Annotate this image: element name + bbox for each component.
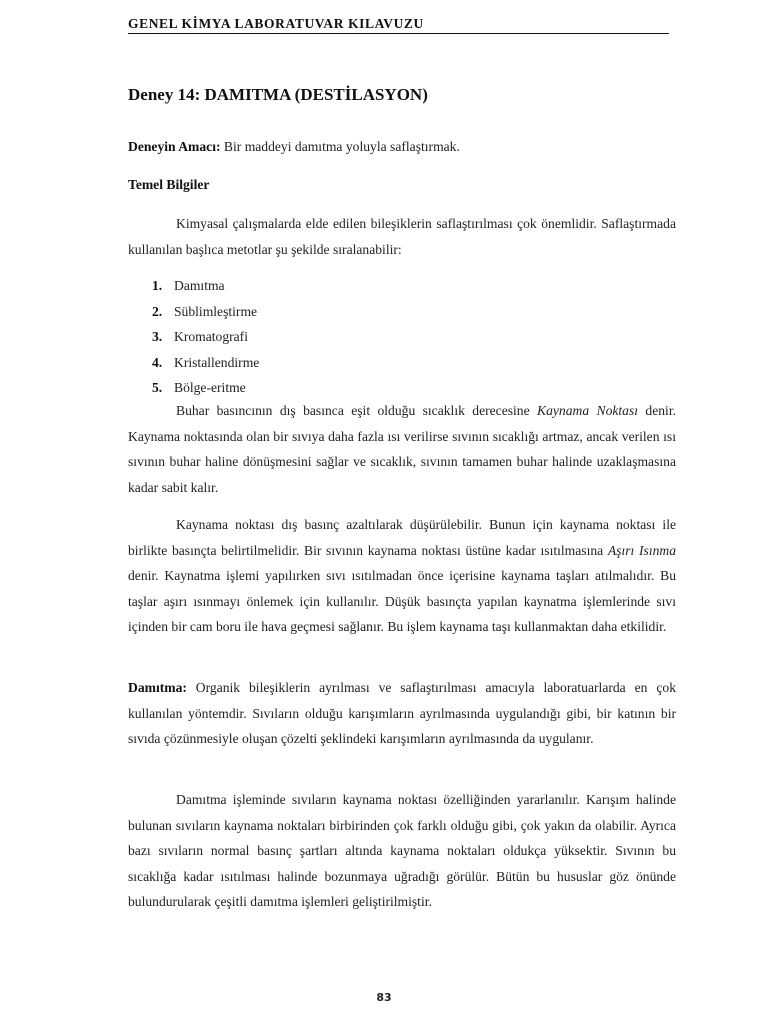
list-item: [152, 299, 259, 325]
boiling-point-paragraph: [128, 398, 676, 500]
method-list: [152, 273, 259, 401]
section-heading: Temel Bilgiler: [128, 177, 210, 192]
distillation-text: Organik bileşiklerin ayrılması ve saflaştırılması amacıyla laboratuarlarda en çok kullanılan yöntemdir. Sıvıların olduğu karışımların ayrılmasında uygulandığı gibi, bir katının bir sıvıda çözünmesiyle oluşan çözelti şeklindeki karışımların ayrılmasında da uygulanır.: [128, 680, 676, 747]
page-number: 83: [376, 991, 392, 1004]
list-item: [152, 324, 259, 350]
boiling-point-term: Kaynama Noktası: [537, 403, 639, 418]
list-item: [152, 273, 259, 299]
list-item-label: Kristallendirme: [174, 354, 260, 370]
list-item-number: 5.: [152, 380, 163, 395]
list-item-label: Bölge-eritme: [174, 380, 246, 395]
list-item-label: Damıtma: [174, 278, 225, 293]
list-item: [152, 375, 259, 401]
intro-paragraph: Kimyasal çalışmalarda elde edilen bileşiklerin saflaştırılması çok önemlidir. Saflaştırmada kullanılan başlıca metotlar şu şekilde sıralanabilir:: [128, 216, 676, 257]
aim-text: Bir maddeyi damıtma yoluyla saflaştırmak.: [223, 139, 460, 154]
list-item-number: 3.: [152, 329, 163, 344]
running-header: [128, 14, 669, 34]
distillation-paragraph: [128, 675, 676, 752]
list-item: [152, 350, 259, 376]
aim-label: Deneyin Amacı:: [128, 139, 221, 154]
superheating-term: Aşırı Isınma: [607, 542, 677, 558]
list-item-label: Kromatografi: [174, 329, 248, 344]
distillation-label: Damıtma:: [128, 680, 187, 695]
boiling-text-before: Buhar basıncının dış basınca eşit olduğu sıcaklık derecesine: [176, 403, 538, 418]
pressure-paragraph: [128, 512, 676, 640]
experiment-title: Deney 14: DAMITMA (DESTİLASYON): [128, 85, 428, 104]
pressure-text-after: denir. Kaynatma işlemi yapılırken sıvı ısıtılmadan önce içerisine kaynama taşları atılmalıdır. Bu taşlar aşırı ısınmayı önlemek için kullanılır. Düşük basınçta yapılan kaynatma işlemlerinde sıvı içinden bir cam boru ile hava geçmesi sağlanır. Bu işlem kaynama taşı kullanmaktan daha etkilidir.: [128, 568, 676, 635]
aim-line: [128, 139, 460, 155]
pressure-text-before: Kaynama noktası dış basınç azaltılarak düşürülebilir. Bunun için kaynama noktası ile birlikte basınçta belirtilmelidir. Bir sıvının kaynama noktası üstüne kadar ısıtılmasına: [128, 517, 676, 558]
running-header-title: GENEL KİMYA LABORATUVAR KILAVUZU: [128, 16, 424, 31]
list-item-number: 4.: [152, 354, 163, 370]
list-item-number: 1.: [152, 278, 163, 293]
list-item-number: 2.: [152, 303, 163, 319]
list-item-label: Süblimleştirme: [174, 303, 258, 319]
process-paragraph: Damıtma işleminde sıvıların kaynama noktası özelliğinden yararlanılır. Karışım halinde bulunan sıvıların kaynama noktaları birbirinden çok farklı olduğu gibi, çok yakın da olabilir. Ayrıca bazı sıvıların normal basınç şartları altında kaynama noktaları oldukça yüksektir. Sıvının bu sıcaklığa kadar ısıtılması halinde bozunmaya uğradığı görülür. Bütün bu hususlar göz önünde bulundurularak çeşitli damıtma işlemleri geliştirilmiştir.: [128, 792, 676, 910]
boiling-text-after: denir. Kaynama noktasında olan bir sıvıya daha fazla ısı verilirse sıvının sıcaklığı artmaz, ancak verilen ısı sıvının buhar haline dönüşmesini sağlar ve sıcaklık, sıvının tamamen buhar halinde uzaklaşmasına kadar sabit kalır.: [128, 403, 677, 495]
